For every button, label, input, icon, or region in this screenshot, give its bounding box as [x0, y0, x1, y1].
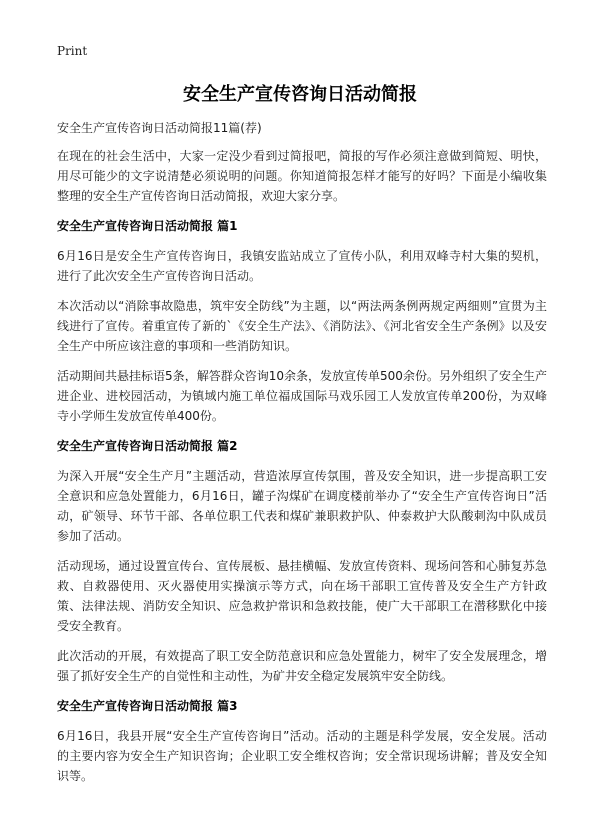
print-label: Print [57, 44, 88, 58]
paragraph: 6月16日是安全生产宣传咨询日，我镇安监站成立了宣传小队，利用双峰寺村大集的契机，进行了此次安全生产宣传咨询日活动。 [57, 249, 547, 283]
section-heading: 安全生产宣传咨询日活动简报 篇2 [57, 439, 238, 453]
paragraph: 本次活动以“消除事故隐患，筑牢安全防线”为主题，以“两法两条例两规定两细则”宣贯为主线进行了宣传。着重宣传了新的`《安全生产法》、《消防法》、《河北省安全生产条例》以及安全生产中所应该注意的事项和一些消防知识。 [57, 299, 547, 353]
paragraph: 活动期间共悬挂标语5条，解答群众咨询10余条，发放宣传单500余份。另外组织了安全生产进企业、进校园活动，为镇域内施工单位福成国际马戏乐园工人发放宣传单200份，为双峰寺小学师生发放宣传单400份。 [57, 369, 547, 423]
paragraph: 此次活动的开展，有效提高了职工安全防范意识和应急处置能力，树牢了安全发展理念，增强了抓好安全生产的自觉性和主动性，为矿井安全稳定发展筑牢安全防线。 [57, 649, 547, 683]
paragraph: 6月16日，我县开展“安全生产宣传咨询日”活动。活动的主题是科学发展，安全发展。活动的主要内容为安全生产知识咨询；企业职工安全维权咨询；安全常识现场讲解；普及安全知识等。 [57, 729, 547, 783]
article-body [57, 118, 547, 796]
section-heading: 安全生产宣传咨询日活动简报 篇3 [57, 699, 238, 713]
paragraph: 活动现场，通过设置宣传台、宣传展板、悬挂横幅、发放宣传资料、现场问答和心肺复苏急救、自救器使用、灭火器使用实操演示等方式，向在场干部职工宣传普及安全生产方针政策、法律法规、消防安全知识、应急救护常识和急救技能，使广大干部职工在潜移默化中接受安全教育。 [57, 559, 547, 633]
intro-paragraph: 在现在的社会生活中，大家一定没少看到过简报吧，简报的写作必须注意做到简短、明快，用尽可能少的文字说清楚必须说明的问题。你知道简报怎样才能写的好吗？下面是小编收集整理的安全生产宣传咨询日活动简报，欢迎大家分享。 [57, 149, 547, 203]
article-subtitle: 安全生产宣传咨询日活动简报11篇(荐) [57, 121, 262, 135]
paragraph: 为深入开展“安全生产月”主题活动，营造浓厚宣传氛围，普及安全知识，进一步提高职工安全意识和应急处置能力，6月16日，罐子沟煤矿在调度楼前举办了“安全生产宣传咨询日”活动，矿领导、环节干部、各单位职工代表和煤矿兼职救护队、仲泰救护大队酸刺沟中队成员参加了活动。 [57, 469, 547, 543]
section-heading: 安全生产宣传咨询日活动简报 篇1 [57, 219, 238, 233]
page-title: 安全生产宣传咨询日活动简报 [183, 84, 417, 105]
